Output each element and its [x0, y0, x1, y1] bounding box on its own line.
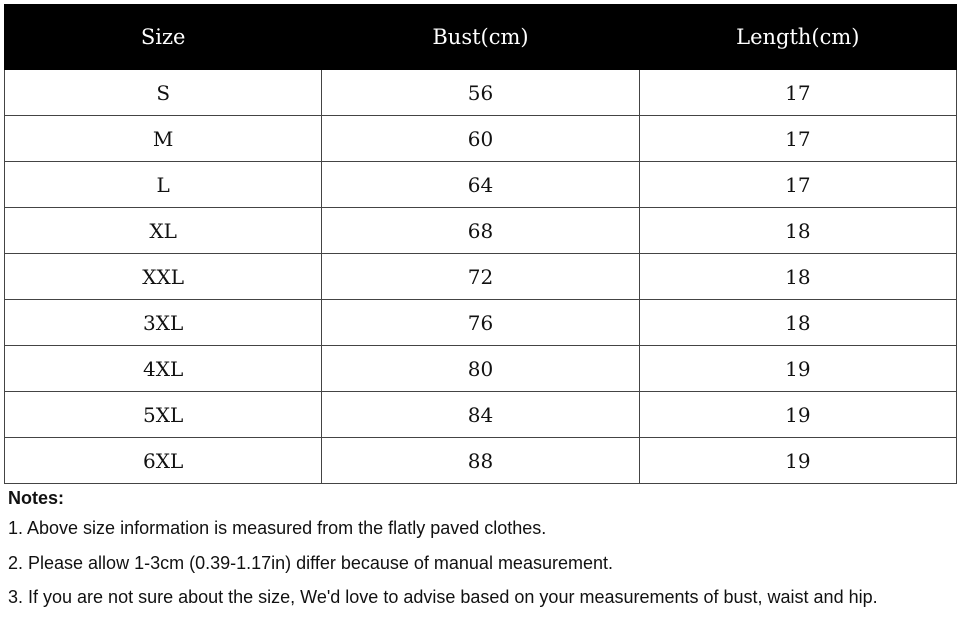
header-bust: Bust(cm) [322, 5, 639, 70]
cell-length: 18 [639, 300, 956, 346]
cell-length: 17 [639, 162, 956, 208]
table-row [5, 70, 957, 116]
cell-length: 17 [639, 116, 956, 162]
note-line-2: 2. Please allow 1-3cm (0.39-1.17in) differ because of manual measurement. [8, 552, 613, 573]
cell-length: 19 [639, 346, 956, 392]
cell-bust: 64 [322, 162, 639, 208]
table-row [5, 392, 957, 438]
cell-bust: 68 [322, 208, 639, 254]
cell-length: 19 [639, 392, 956, 438]
cell-bust: 80 [322, 346, 639, 392]
cell-bust: 76 [322, 300, 639, 346]
cell-size: XL [5, 208, 322, 254]
cell-size: 6XL [5, 438, 322, 484]
cell-size: 3XL [5, 300, 322, 346]
cell-size: S [5, 70, 322, 116]
cell-length: 19 [639, 438, 956, 484]
cell-bust: 72 [322, 254, 639, 300]
table-body [5, 70, 957, 484]
note-line-1: 1. Above size information is measured from the flatly paved clothes. [8, 518, 547, 538]
note-line-3: 3. If you are not sure about the size, We'd love to advise based on your measurements of bust, waist and hip. [8, 587, 878, 607]
cell-length: 18 [639, 208, 956, 254]
cell-bust: 84 [322, 392, 639, 438]
size-chart-table [4, 4, 957, 484]
table-row [5, 346, 957, 392]
table-row [5, 300, 957, 346]
header-row [5, 5, 957, 70]
table-header [5, 5, 957, 70]
header-size: Size [5, 5, 322, 70]
table-row [5, 254, 957, 300]
cell-size: 4XL [5, 346, 322, 392]
cell-bust: 60 [322, 116, 639, 162]
cell-length: 18 [639, 254, 956, 300]
header-length: Length(cm) [639, 5, 956, 70]
notes-section [8, 485, 956, 615]
table-row [5, 208, 957, 254]
table-row [5, 116, 957, 162]
notes-title: Notes: [8, 488, 65, 508]
cell-bust: 56 [322, 70, 639, 116]
cell-length: 17 [639, 70, 956, 116]
cell-size: 5XL [5, 392, 322, 438]
cell-size: XXL [5, 254, 322, 300]
table-row [5, 438, 957, 484]
table-row [5, 162, 957, 208]
cell-size: M [5, 116, 322, 162]
cell-size: L [5, 162, 322, 208]
cell-bust: 88 [322, 438, 639, 484]
